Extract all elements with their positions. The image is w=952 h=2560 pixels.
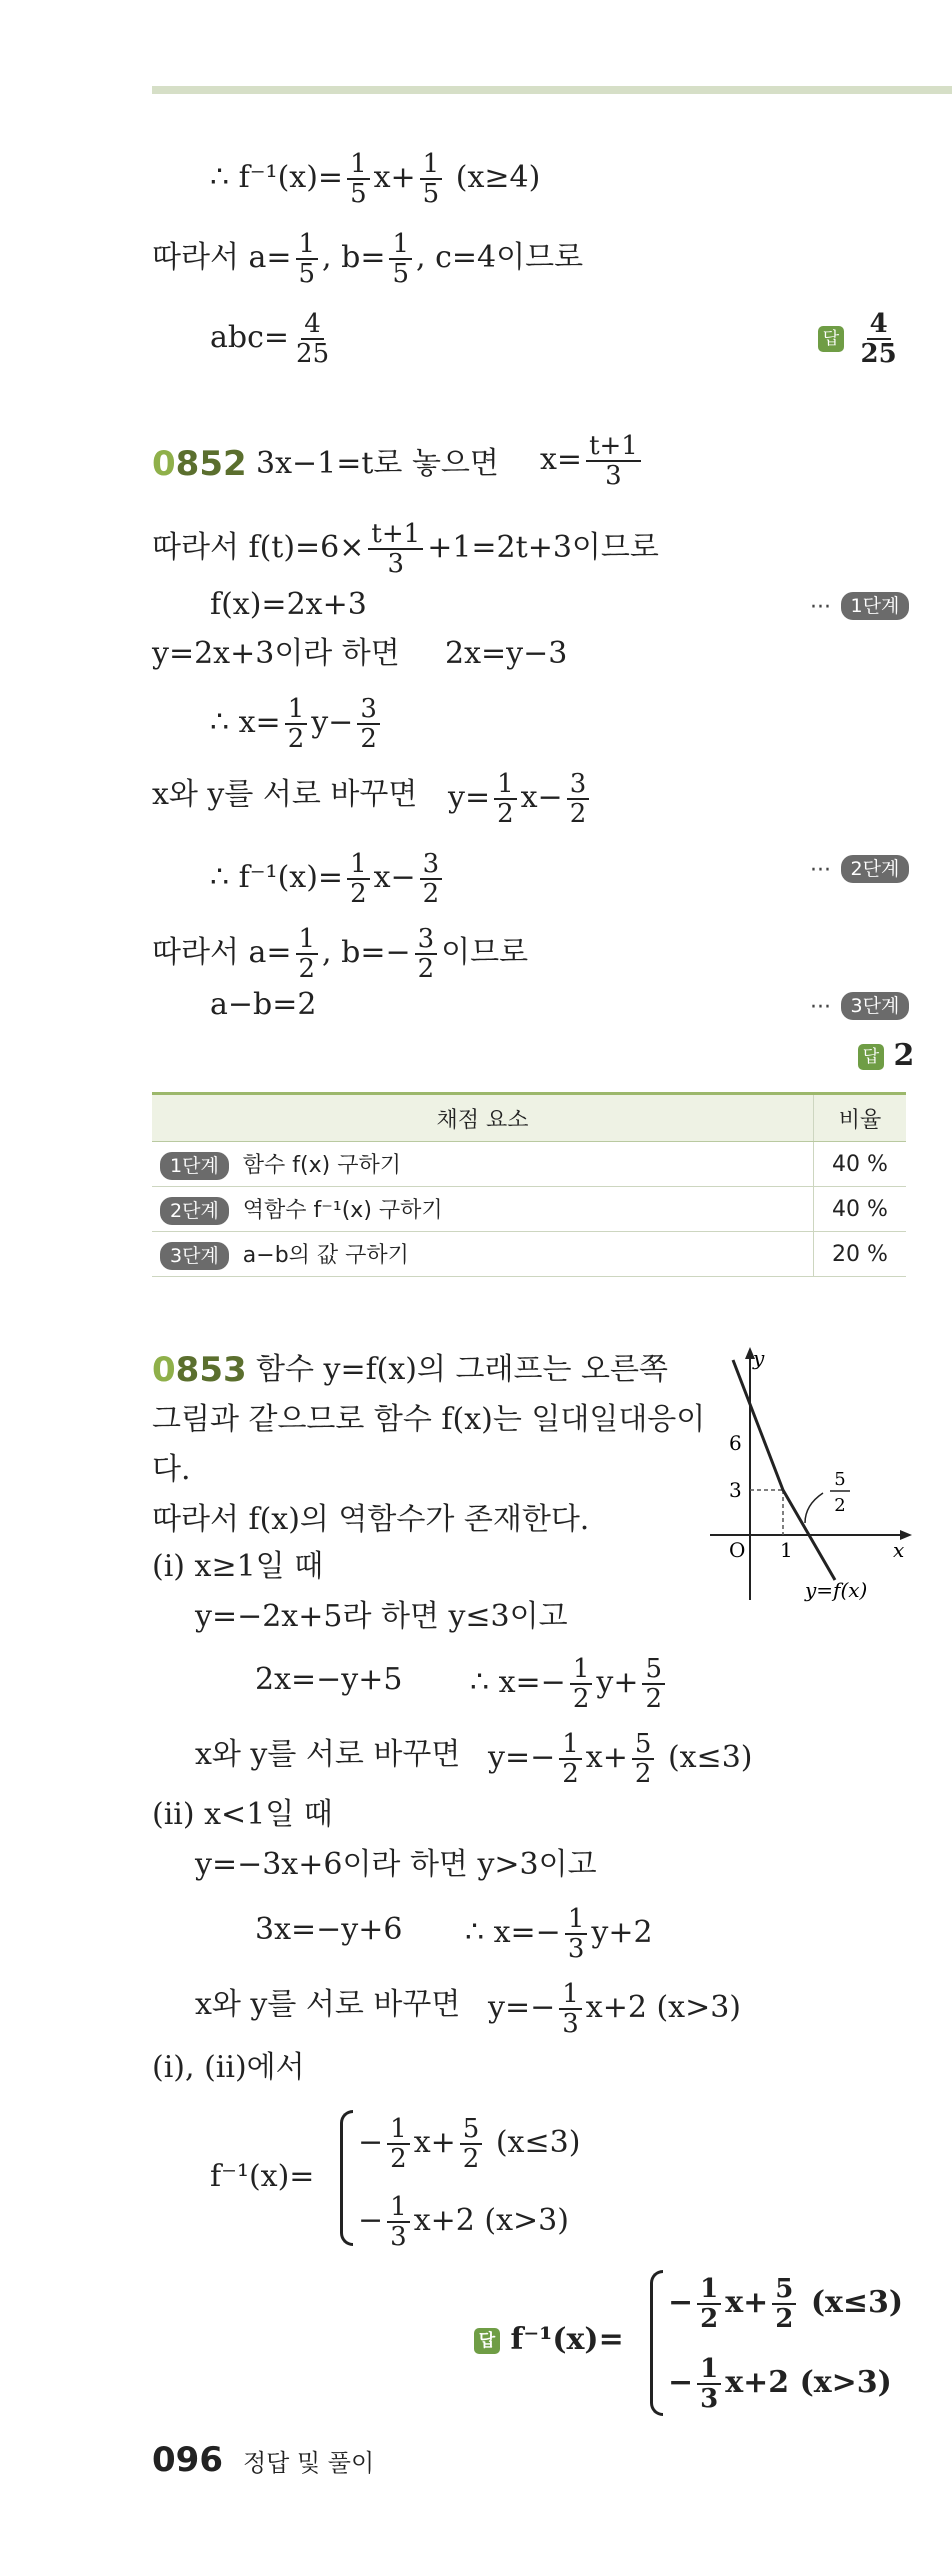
p0852-line-8: 따라서 a= $\frac{1}{2}$ , b=− $\frac{3}{2}$ 이므로 (152, 924, 529, 984)
case2-line-2a: 3x=−y+6 (255, 1912, 403, 1947)
table-row (152, 1142, 906, 1187)
p0852-line-3: f(x)=2x+3 (210, 587, 367, 622)
problem-number-0852: 0852 (152, 444, 247, 484)
origin-label: O (729, 1538, 746, 1562)
final-answer-lhs: 답 f⁻¹(x)= (474, 2320, 624, 2360)
step-badge: 2단계 (160, 1197, 229, 1225)
case2-line-3b: y=− $\frac{1}{3}$ x+2 (x>3) (488, 1979, 742, 2039)
row-item: 함수 f(x) 구하기 (242, 1153, 401, 1178)
piecewise-brace (340, 2110, 353, 2246)
prev-line-2: 따라서 a= $\frac{1}{5}$ , b= $\frac{1}{5}$ , c=4이므로 (152, 229, 584, 289)
function-graph (705, 1345, 915, 1615)
case1-line-3b: y=− $\frac{1}{2}$ x+ $\frac{5}{2}$ (x≤3) (488, 1729, 753, 1789)
header-ratio: 비율 (814, 1094, 907, 1142)
scoring-table (152, 1092, 906, 1277)
case1-line-2b: ∴ x=− $\frac{1}{2}$ y+ $\frac{5}{2}$ (470, 1655, 669, 1713)
annotation-num: 5 (834, 1469, 846, 1490)
step3-marker: ··· 3단계 (810, 985, 909, 1028)
case1-heading: (i) x≥1일 때 (152, 1549, 324, 1584)
p0853-intro-4: 따라서 f(x)의 역함수가 존재한다. (152, 1502, 590, 1537)
y-axis-label: y (753, 1346, 765, 1370)
p0853-intro-1: 함수 y=f(x)의 그래프는 오른쪽 (256, 1352, 668, 1387)
prev-answer: 답 $\frac{4}{25}$ (818, 310, 904, 368)
case1-line-2a: 2x=−y+5 (255, 1662, 403, 1697)
p0853-intro-3: 다. (152, 1452, 191, 1487)
row-ratio: 20 % (814, 1232, 907, 1277)
p0853-intro-2: 그림과 같으므로 함수 f(x)는 일대일대응이 (152, 1402, 706, 1437)
answer-brace (650, 2270, 663, 2416)
annotation-arrow (805, 1493, 823, 1523)
p0852-line-7: ∴ f⁻¹(x)= $\frac{1}{2}$ x− $\frac{3}{2}$ (210, 850, 446, 908)
x-axis-label: x (893, 1538, 905, 1562)
p0852-line-4b: 2x=y−3 (445, 636, 568, 671)
prev-line-1: ∴ f⁻¹(x)= $\frac{1}{5}$ x+ $\frac{1}{5}$ (x≥4) (210, 149, 541, 209)
annotation-den: 2 (834, 1495, 846, 1516)
case1-line-1: y=−2x+5라 하면 y≤3이고 (195, 1599, 568, 1634)
answer-piece-1: − $\frac{1}{2}$ x+ $\frac{5}{2}$ (x≤3) (668, 2274, 904, 2334)
p0852-line-4a: y=2x+3이라 하면 (152, 636, 400, 671)
p0852-line-2: 따라서 f(t)=6× $\frac{t+1}{3}$ +1=2t+3이므로 (152, 519, 659, 579)
page-number: 096 (152, 2440, 223, 2480)
tick-6: 6 (729, 1431, 742, 1455)
prev-line-3: abc= $\frac{4}{25}$ (210, 309, 330, 369)
piecewise-lhs: f⁻¹(x)= (210, 2159, 315, 2194)
case2-line-2b: ∴ x=− $\frac{1}{3}$ y+2 (465, 1904, 653, 1964)
answer-piece-2: − $\frac{1}{3}$ x+2 (x>3) (668, 2354, 892, 2414)
header-item: 채점 요소 (152, 1094, 814, 1142)
piece-1: − $\frac{1}{2}$ x+ $\frac{5}{2}$ (x≤3) (358, 2114, 581, 2174)
answer-badge: 답 (818, 326, 844, 352)
step-badge: 1단계 (160, 1152, 229, 1180)
row-item: 역함수 f⁻¹(x) 구하기 (242, 1198, 443, 1223)
piece-2: − $\frac{1}{3}$ x+2 (x>3) (358, 2192, 569, 2252)
row-ratio: 40 % (814, 1187, 907, 1232)
row-ratio: 40 % (814, 1142, 907, 1187)
step1-marker: ··· 1단계 (810, 585, 909, 628)
p0852-line-6b: y= $\frac{1}{2}$ x− $\frac{3}{2}$ (448, 770, 593, 828)
curve-label: y=f(x) (805, 1578, 868, 1602)
p0852-intro-2: x= $\frac{t+1}{3}$ (540, 432, 645, 490)
table-row (152, 1232, 906, 1277)
step-badge: 3단계 (160, 1242, 229, 1270)
case2-line-1: y=−3x+6이라 하면 y>3이고 (195, 1847, 597, 1882)
p0852-line-5: ∴ x= $\frac{1}{2}$ y− $\frac{3}{2}$ (210, 695, 384, 753)
step2-marker: ··· 2단계 (810, 848, 909, 891)
problem-number-0853: 0853 (152, 1350, 247, 1390)
case2-heading: (ii) x<1일 때 (152, 1797, 333, 1832)
table-header-row (152, 1094, 906, 1142)
p0852-answer: 답 2 (858, 1036, 914, 1076)
tick-3: 3 (729, 1478, 742, 1502)
p0852-line-6a: x와 y를 서로 바꾸면 (152, 777, 418, 812)
p0852-line-9: a−b=2 (210, 987, 317, 1022)
case1-line-3a: x와 y를 서로 바꾸면 (195, 1737, 461, 1772)
page-footer (152, 2440, 374, 2480)
tick-1: 1 (780, 1538, 793, 1562)
case2-line-3a: x와 y를 서로 바꾸면 (195, 1987, 461, 2022)
p0852-intro: 3x−1=t로 놓으면 (256, 446, 499, 481)
top-rule (152, 86, 952, 94)
table-row (152, 1187, 906, 1232)
footer-title: 정답 및 풀이 (242, 2449, 375, 2477)
row-item: a−b의 값 구하기 (242, 1243, 409, 1268)
conclusion-line: (i), (ii)에서 (152, 2050, 305, 2085)
